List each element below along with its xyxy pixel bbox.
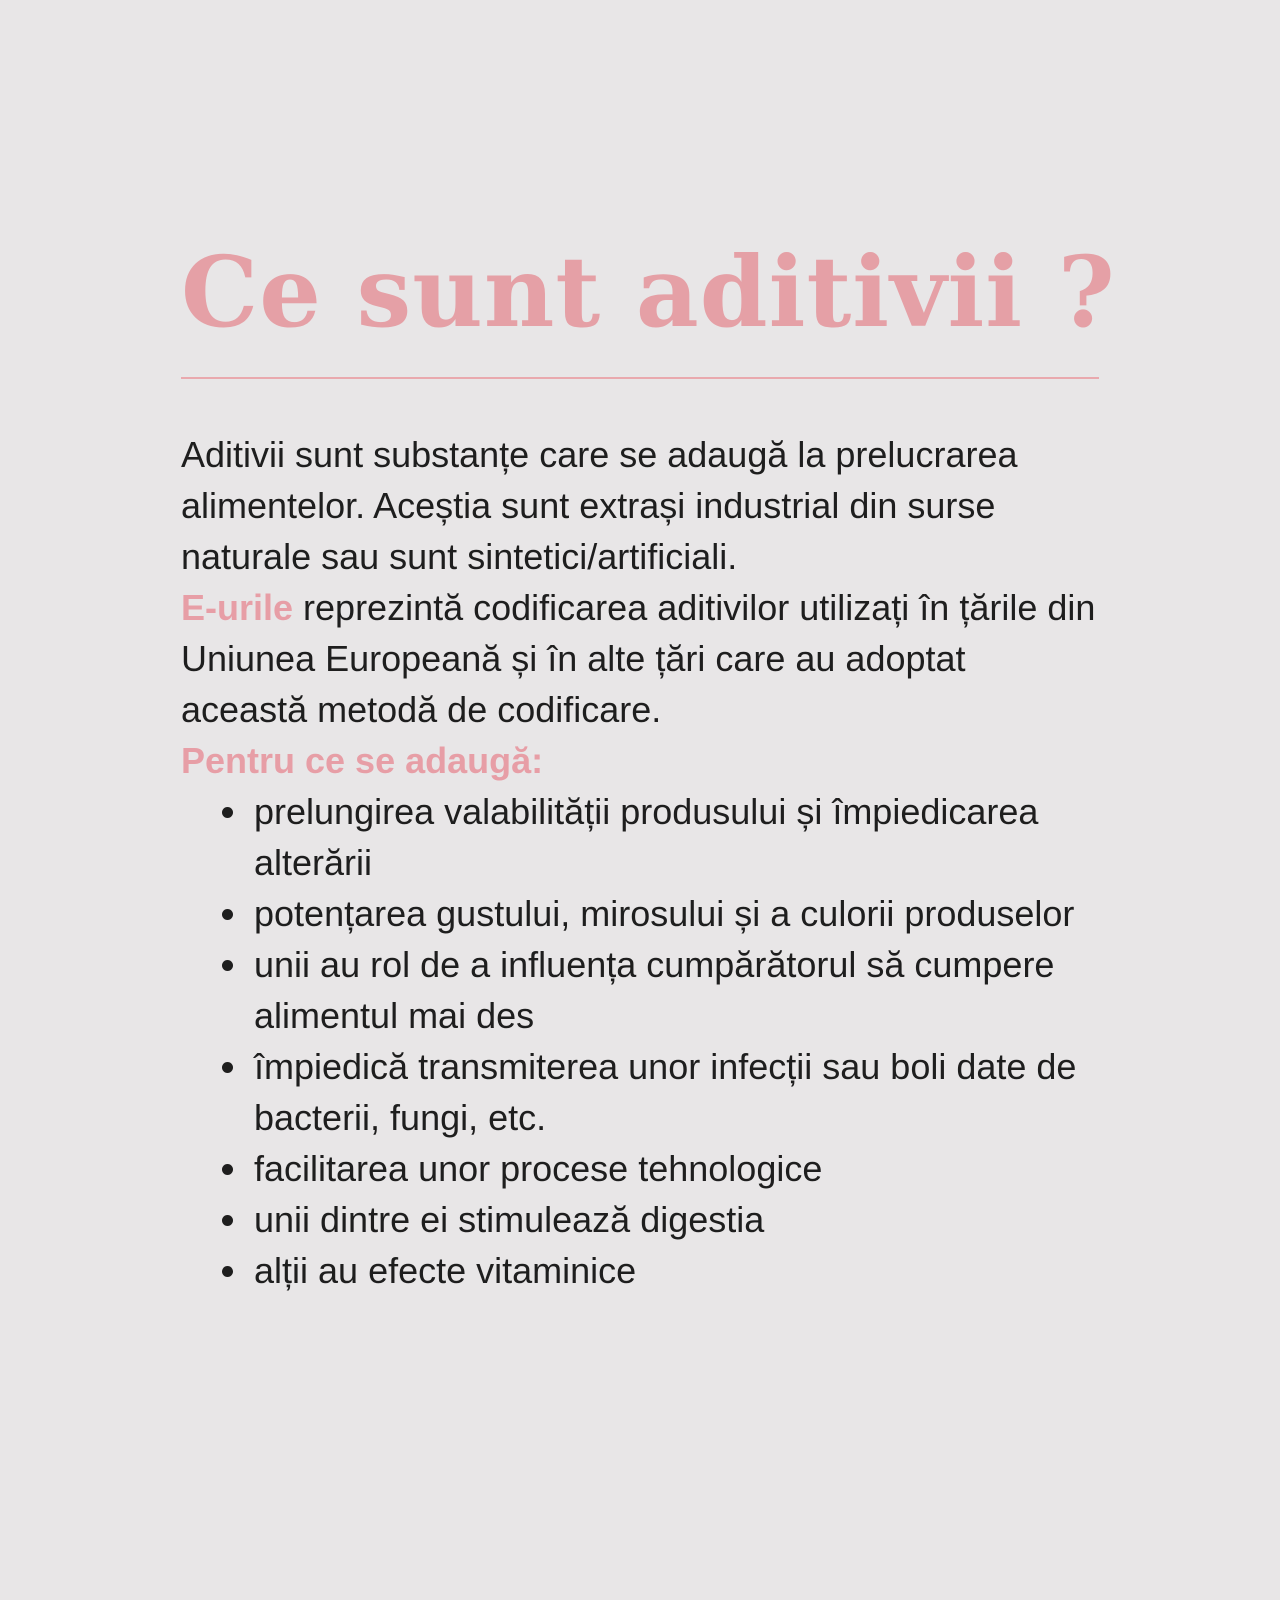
content-body bbox=[181, 429, 1101, 1296]
list-item bbox=[181, 1041, 1101, 1143]
bullet-icon bbox=[222, 909, 233, 920]
list-item-text: facilitarea unor procese tehnologice bbox=[254, 1148, 823, 1189]
page-title: Ce sunt aditivii ? bbox=[181, 235, 1116, 349]
list-item-text: prelungirea valabilității produsului și împiedicarea alterării bbox=[254, 791, 1039, 883]
title-divider bbox=[181, 377, 1099, 379]
list-item-text: potențarea gustului, mirosului și a culorii produselor bbox=[254, 893, 1075, 934]
purposes-list bbox=[181, 786, 1101, 1296]
list-item-text: unii dintre ei stimulează digestia bbox=[254, 1199, 765, 1240]
bullet-icon bbox=[222, 807, 233, 818]
list-item-text: împiedică transmiterea unor infecții sau boli date de bacterii, fungi, etc. bbox=[254, 1046, 1077, 1138]
bullet-icon bbox=[222, 1266, 233, 1277]
bullet-icon bbox=[222, 960, 233, 971]
eurile-description: reprezintă codificarea aditivilor utilizați în țările din Uniunea Europeană și în alte țări care au adoptat această metodă de codificare. bbox=[181, 587, 1096, 730]
list-item bbox=[181, 939, 1101, 1041]
list-item bbox=[181, 1194, 1101, 1245]
list-item bbox=[181, 1143, 1101, 1194]
list-item bbox=[181, 1245, 1101, 1296]
eurile-paragraph bbox=[181, 582, 1101, 735]
list-item-text: alții au efecte vitaminice bbox=[254, 1250, 637, 1291]
intro-paragraph: Aditivii sunt substanțe care se adaugă la prelucrarea alimentelor. Aceștia sunt extrași industrial din surse naturale sau sunt sintetici/artificiali. bbox=[181, 434, 1018, 577]
list-item bbox=[181, 888, 1101, 939]
list-item bbox=[181, 786, 1101, 888]
bullet-icon bbox=[222, 1215, 233, 1226]
eurile-highlight: E-urile bbox=[181, 587, 294, 628]
list-item-text: unii au rol de a influența cumpărătorul să cumpere alimentul mai des bbox=[254, 944, 1055, 1036]
bullet-icon bbox=[222, 1062, 233, 1073]
purposes-heading: Pentru ce se adaugă: bbox=[181, 740, 544, 781]
bullet-icon bbox=[222, 1164, 233, 1175]
